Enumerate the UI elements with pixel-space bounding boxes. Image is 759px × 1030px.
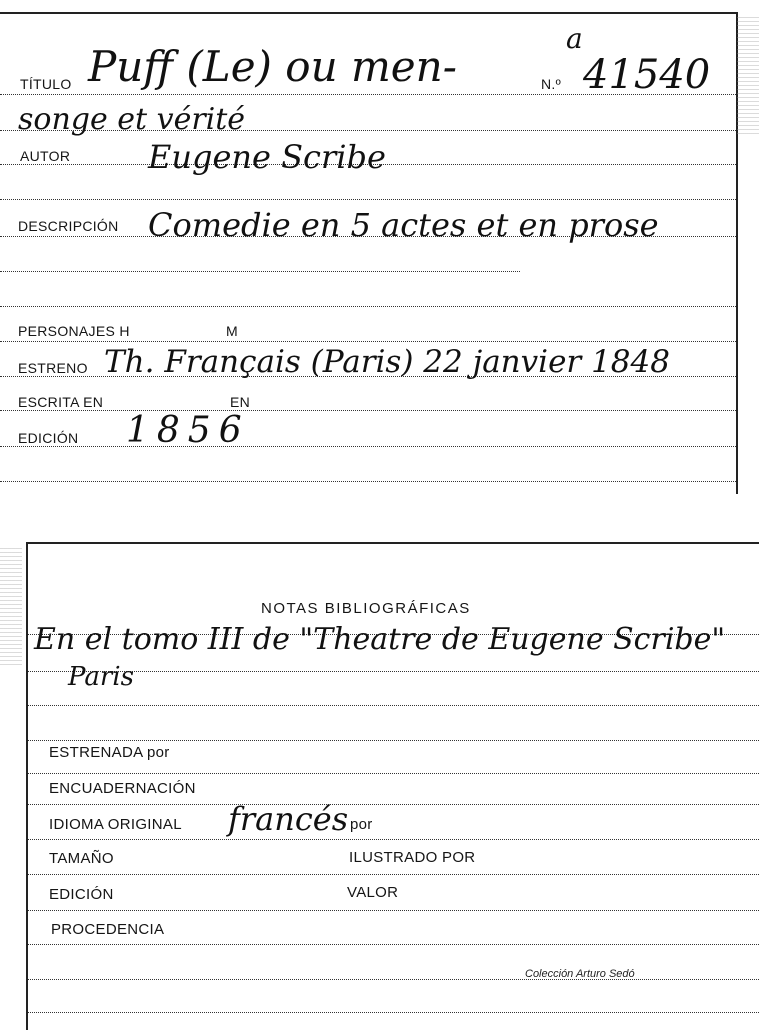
rule-line [28,839,759,840]
tamano-label: TAMAÑO [49,850,114,867]
idioma-original-value: francés [228,800,349,838]
rule-line [0,306,736,307]
numero-label: N.º [541,76,562,92]
ilustrado-por-label: ILUSTRADO POR [349,849,476,866]
idioma-por-label: por [350,816,373,833]
rule-line [28,979,759,980]
descripcion-label: DESCRIPCIÓN [18,218,119,234]
rule-line [28,910,759,911]
idioma-original-label: IDIOMA ORIGINAL [49,816,182,833]
rule-line [28,804,759,805]
notas-line2: Paris [68,662,134,692]
rule-line [28,874,759,875]
numero-suffix: a [566,22,583,55]
notas-heading: NOTAS BIBLIOGRÁFICAS [261,600,471,617]
catalog-card-front [0,12,738,494]
rule-line [0,271,520,272]
rule-line [0,481,736,482]
rule-line [28,773,759,774]
encuadernacion-label: ENCUADERNACIÓN [49,780,196,797]
descripcion-value: Comedie en 5 actes et en prose [148,206,659,244]
rule-line [0,446,736,447]
numero-value: 41540 [583,52,711,98]
scan-edge-noise [737,14,759,134]
valor-label: VALOR [347,884,399,901]
personajes-label: PERSONAJES H [18,323,130,339]
estreno-label: ESTRENO [18,360,88,376]
notas-line1: En el tomo III de "Theatre de Eugene Scribe" [34,622,726,657]
estrenada-por-label: ESTRENADA por [49,744,170,761]
collection-stamp: Colección Arturo Sedó [525,968,635,980]
titulo-value-line2: songe et vérité [18,102,246,137]
rule-line [0,199,736,200]
escrita-en-label: ESCRITA EN [18,394,104,410]
edicion-back-label: EDICIÓN [49,886,114,903]
edicion-label: EDICIÓN [18,430,79,446]
rule-line [28,740,759,741]
estreno-value: Th. Français (Paris) 22 janvier 1848 [104,344,670,380]
autor-label: AUTOR [20,148,71,164]
edicion-value: 1856 [126,410,250,451]
titulo-value-line1: Puff (Le) ou men- [88,42,457,91]
rule-line [28,944,759,945]
titulo-label: TÍTULO [20,76,72,92]
catalog-card-back [26,542,759,1030]
procedencia-label: PROCEDENCIA [51,921,165,938]
personajes-m-label: M [226,323,238,339]
rule-line [0,410,736,411]
rule-line [28,705,759,706]
rule-line [28,1012,759,1013]
scan-edge-noise [0,545,22,665]
rule-line [28,671,759,672]
autor-value: Eugene Scribe [148,138,386,176]
escrita-en-place-label: EN [230,394,251,410]
rule-line [0,341,736,342]
